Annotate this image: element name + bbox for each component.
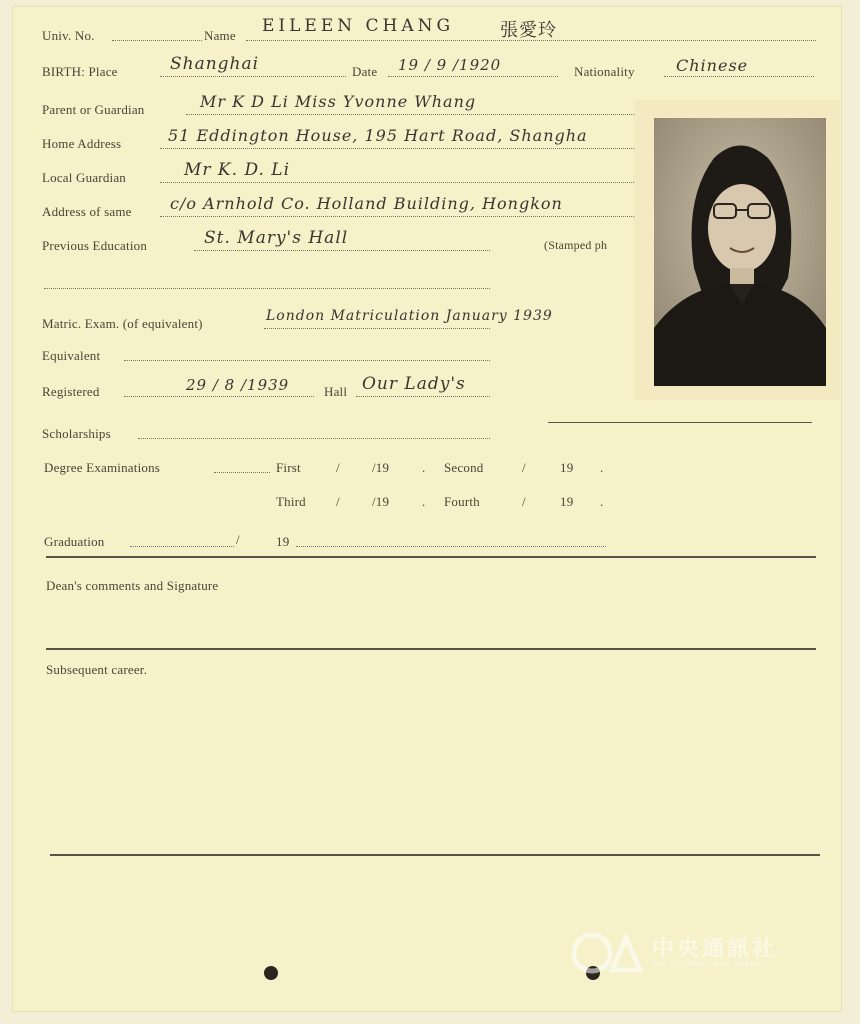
scholarships-label: Scholarships — [42, 426, 111, 441]
fourth-dot: . — [600, 494, 604, 509]
nationality-label: Nationality — [574, 64, 635, 79]
previous-education-value: St. Mary's Hall — [204, 228, 349, 248]
name-label: Name — [204, 28, 236, 43]
deans-comments-label: Dean's comments and Signature — [46, 578, 219, 593]
first-year: /19 — [372, 460, 390, 475]
graduation-year-line — [296, 546, 606, 547]
univ-no-label: Univ. No. — [42, 28, 95, 43]
watermark-text: 中央通訊社 — [652, 937, 778, 962]
fourth-slash: / — [522, 494, 526, 509]
first-dot: . — [422, 460, 426, 475]
hall-value: Our Lady's — [362, 374, 466, 394]
birth-place-label: BIRTH: Place — [42, 64, 118, 79]
local-guardian-label: Local Guardian — [42, 170, 127, 185]
equivalent-label: Equivalent — [42, 348, 101, 363]
degree-examinations-line — [214, 472, 270, 473]
degree-examinations-label: Degree Examinations — [44, 460, 161, 475]
home-address-label: Home Address — [42, 136, 122, 151]
third-dot: . — [422, 494, 426, 509]
photo-caption-rule — [548, 422, 812, 423]
previous-education-line — [194, 250, 490, 251]
previous-education-line-2 — [44, 288, 490, 289]
nationality-value: Chinese — [676, 56, 749, 75]
second-year: 19 — [560, 460, 574, 475]
home-address-line — [160, 148, 634, 149]
local-guardian-line — [160, 182, 634, 183]
univ-no-line — [112, 40, 202, 41]
graduation-label: Graduation — [44, 534, 105, 549]
parent-guardian-label: Parent or Guardian — [42, 102, 145, 117]
third-year: /19 — [372, 494, 390, 509]
birth-place-line — [160, 76, 346, 77]
first-label: First — [276, 460, 301, 475]
stamped-photo-label: (Stamped ph — [544, 238, 608, 252]
third-slash: / — [336, 494, 340, 509]
matric-exam-value: London Matriculation January 1939 — [266, 308, 553, 324]
graduation-line — [130, 546, 234, 547]
third-label: Third — [276, 494, 306, 509]
second-label: Second — [444, 460, 484, 475]
graduation-year: 19 — [276, 534, 290, 549]
hall-label: Hall — [324, 384, 348, 399]
fourth-label: Fourth — [444, 494, 480, 509]
address-of-same-line — [160, 216, 634, 217]
registered-label: Registered — [42, 384, 100, 399]
first-slash: / — [336, 460, 340, 475]
graduation-slash: / — [236, 532, 240, 547]
parent-guardian-line — [186, 114, 634, 115]
cna-watermark — [568, 930, 808, 978]
birth-date-value: 19 / 9 /1920 — [398, 56, 502, 74]
hall-line — [356, 396, 490, 397]
date-label: Date — [352, 64, 378, 79]
watermark-subtext: THE CENTRAL NEWS AGENCY — [652, 960, 767, 968]
name-value: EILEEN CHANG — [262, 16, 455, 36]
address-of-same-value: c/o Arnhold Co. Holland Building, Hongkon — [170, 194, 563, 213]
name-chinese-value: 張愛玲 — [500, 20, 557, 41]
punch-hole-left — [264, 966, 278, 980]
registered-date-value: 29 / 8 /1939 — [186, 376, 290, 394]
birth-place-value: Shanghai — [170, 54, 260, 74]
name-line — [246, 40, 816, 41]
subsequent-career-label: Subsequent career. — [46, 662, 148, 677]
birth-date-line — [388, 76, 558, 77]
section-divider-1 — [46, 556, 816, 558]
applicant-photo — [654, 118, 826, 386]
equivalent-line — [124, 360, 490, 361]
matric-exam-line — [264, 328, 490, 329]
second-slash: / — [522, 460, 526, 475]
address-of-same-label: Address of same — [42, 204, 132, 219]
local-guardian-value: Mr K. D. Li — [184, 160, 291, 180]
section-divider-3 — [50, 854, 820, 856]
second-dot: . — [600, 460, 604, 475]
scholarships-line — [138, 438, 490, 439]
parent-guardian-value: Mr K D Li Miss Yvonne Whang — [200, 92, 477, 111]
previous-education-label: Previous Education — [42, 238, 148, 253]
section-divider-2 — [46, 648, 816, 650]
home-address-value: 51 Eddington House, 195 Hart Road, Shangha — [168, 126, 588, 145]
fourth-year: 19 — [560, 494, 574, 509]
nationality-line — [664, 76, 814, 77]
cna-logo-icon — [568, 930, 648, 976]
matric-exam-label: Matric. Exam. (of equivalent) — [42, 316, 203, 331]
registered-line — [124, 396, 314, 397]
